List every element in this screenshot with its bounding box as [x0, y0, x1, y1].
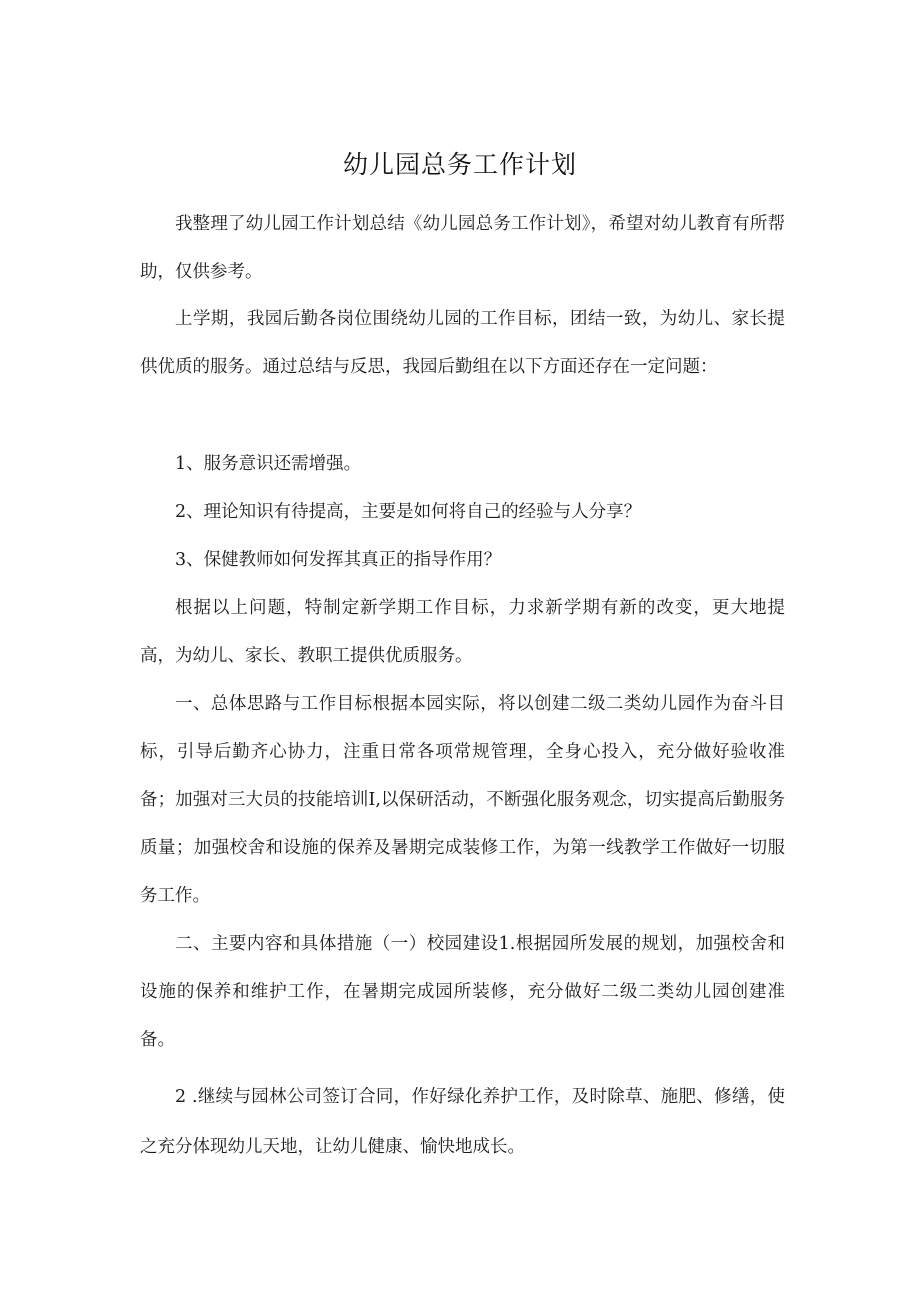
section-2-paragraph: 二、主要内容和具体措施（一）校园建设1.根据园所发展的规划，加强校舍和设施的保养和维护工作，在暑期完成园所装修，充分做好二级二类幼儿园创建准备。: [140, 934, 785, 1050]
issue-item-3: 3、保健教师如何发挥其真正的指导作用？: [175, 550, 502, 570]
item-2-paragraph: 2 .继续与园林公司签订合同，作好绿化养护工作，及时除草、施肥、修缮，使之充分体现幼儿天地，让幼儿健康、愉快地成长。: [140, 1087, 785, 1157]
summary-paragraph: 上学期，我园后勤各岗位围绕幼儿园的工作目标，团结一致，为幼儿、家长提供优质的服务。通过总结与反思，我园后勤组在以下方面还存在一定问题：: [140, 309, 785, 377]
section-1-paragraph: 一、总体思路与工作目标根据本园实际，将以创建二级二类幼儿园作为奋斗目标，引导后勤齐心协力，注重日常各项常规管理，全身心投入，充分做好验收准备；加强对三大员的技能培训I,以保研活动，不断强化服务观念，切实提高后勤服务质量；加强校舍和设施的保养及暑期完成装修工作，为第一线教学工作做好一切服务工作。: [140, 694, 785, 906]
issue-item-1: 1、服务意识还需增强。: [175, 454, 362, 474]
document-title: 幼儿园总务工作计划: [342, 150, 577, 179]
goal-paragraph: 根据以上问题，特制定新学期工作目标，力求新学期有新的改变，更大地提高，为幼儿、家长、教职工提供优质服务。: [140, 598, 785, 666]
intro-paragraph: 我整理了幼儿园工作计划总结《幼儿园总务工作计划》，希望对幼儿教育有所帮助，仅供参考。: [140, 214, 785, 282]
issue-item-2: 2、理论知识有待提高，主要是如何将自己的经验与人分享？: [175, 502, 642, 522]
